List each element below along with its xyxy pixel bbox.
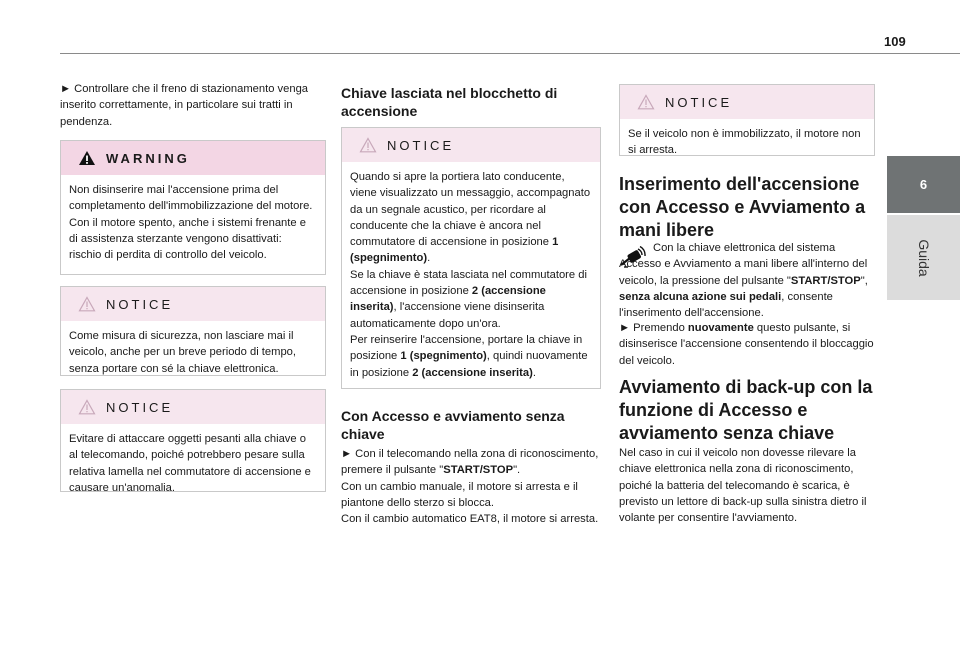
header-divider [60, 53, 960, 54]
ignition-off-text: ► Premendo nuovamente questo pulsante, si disinserisce l'accensione consentendo il bloccaggio del veicolo. [619, 322, 874, 367]
ignition-on-text: Con la chiave elettronica del sistema Accesso e Avviamento a mani libere all'interno del veicolo, la pressione del pulsante "START/STOP", senza alcuna azione sui pedali, consente l'inserimento dell'accensione. [619, 242, 868, 320]
notice-title: NOTICE [106, 399, 174, 415]
notice-text: Come misura di sicurezza, non lasciare mai il veicolo, anche per un breve periodo di tempo, senza portare con sé la chiave elettronica. [69, 330, 297, 375]
chapter-tab-label[interactable] [887, 215, 960, 300]
parking-brake-instruction: ► Controllare che il freno di stazionamento venga inserito correttamente, in particolare sui tratti in pendenza. [60, 83, 309, 128]
warning-icon [78, 150, 96, 166]
title-backup-start: Avviamento di back-up con la funzione di Accesso e avviamento senza chiave [619, 377, 873, 443]
section-heading-key-left: Chiave lasciata nel blocchetto di accensione [341, 85, 558, 119]
notice-box-header [342, 128, 600, 162]
keyless-stop-text: ► Con il telecomando nella zona di riconoscimento, premere il pulsante "START/STOP". Con un cambio manuale, il motore si arresta e il piantone dello sterzo si blocca. Con il cambio automatico EAT8, il motore si arresta. [341, 448, 599, 526]
notice-title: NOTICE [387, 137, 455, 153]
notice-text: Quando si apre la portiera lato conducente, viene visualizzato un messaggio, accompagnato da un segnale acustico, per ricordare al conducente che la chiave è ancora nel commutatore di accensione in posizione 1 (spegnimento). Se la chiave è stata lasciata nel commutatore di accensione in posizione 2 (accensione inserita), l'accensione viene disinserita automaticamente dopo un'ora. Per reinserire l'accensione, portare la chiave in posizione 1 (spegnimento), quindi nuovamente in posizione 2 (accensione inserita). [350, 171, 591, 379]
notice-icon [78, 296, 96, 312]
notice-box-header [61, 390, 325, 424]
warning-box-header [61, 141, 325, 175]
notice-box-key-weight [60, 389, 326, 492]
notice-box-immobilized [619, 84, 875, 156]
notice-text: Se il veicolo non è immobilizzato, il motore non si arresta. [628, 128, 861, 157]
chapter-tab-label-text: Guida [915, 238, 932, 277]
warning-text: Non disinserire mai l'accensione prima del completamento dell'immobilizzazione del motore. Con il motore spento, anche i sistemi frenante e di assistenza sterzante vengono disattivati: rischio di perdita di controllo del veicolo. [69, 184, 313, 262]
notice-text: Evitare di attaccare oggetti pesanti alla chiave o al telecomando, poiché potrebbero pesare sulla relativa lamella nel commutatore di accensione e causare un'anomalia. [69, 433, 311, 494]
notice-box-key-left [341, 127, 601, 389]
notice-title: NOTICE [106, 296, 174, 312]
backup-start-text: Nel caso in cui il veicolo non dovesse rilevare la chiave elettronica nella zona di riconoscimento, poiché la batteria del telecomando è scarica, è previsto un lettore di back-up sulla sinistra dietro il volante per consentire l'avviamento. [619, 447, 867, 525]
chapter-tab-number[interactable]: 6 [887, 156, 960, 213]
notice-icon [78, 399, 96, 415]
warning-title: WARNING [106, 150, 190, 166]
warning-box [60, 140, 326, 275]
title-ignition-keyless: Inserimento dell'accensione con Accesso e Avviamento a mani libere [619, 174, 866, 240]
notice-title: NOTICE [665, 94, 733, 110]
notice-box-header [620, 85, 874, 119]
notice-box-security [60, 286, 326, 376]
page-number: 109 [884, 34, 906, 49]
notice-icon [637, 94, 655, 110]
notice-box-header [61, 287, 325, 321]
section-heading-keyless-stop: Con Accesso e avviamento senza chiave [341, 408, 565, 442]
notice-icon [359, 137, 377, 153]
